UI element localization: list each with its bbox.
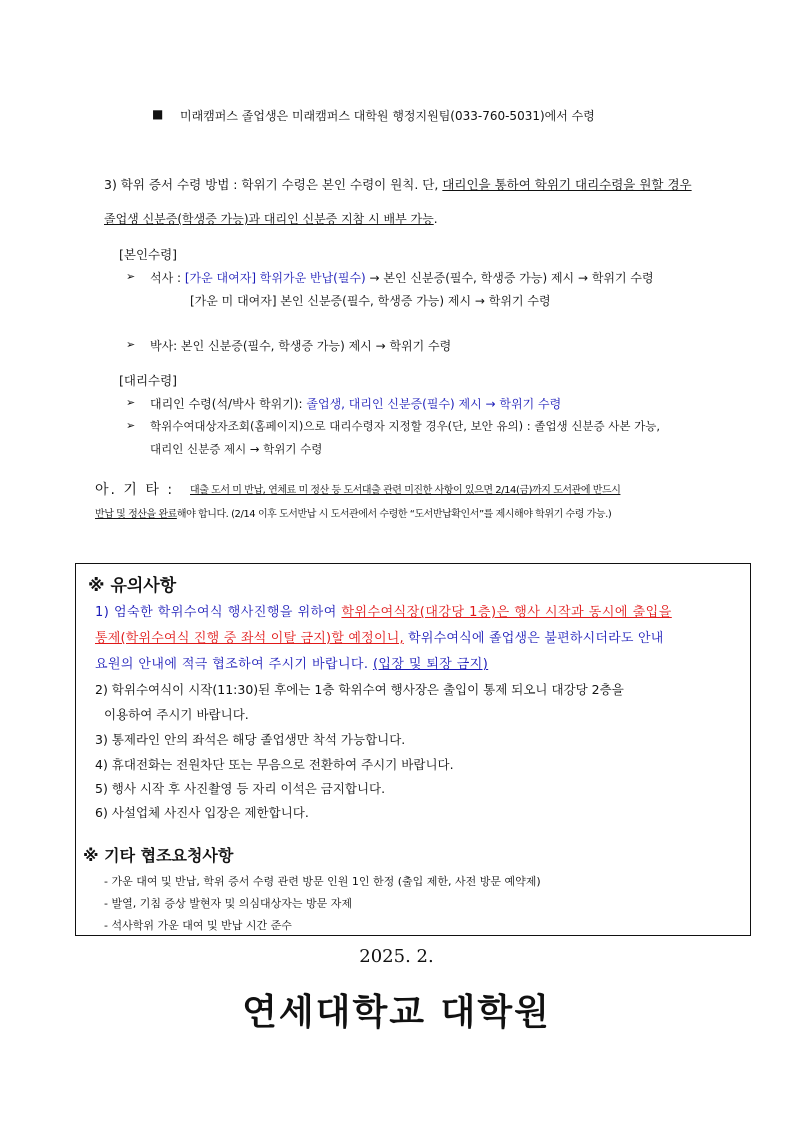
masters-rest: → 본인 신분증(필수, 학생증 가능) 제시 → 학위기 수령 [365,271,654,285]
notice-item1-red-b: 통제(학위수여식 진행 중 좌석 이탈 금지)할 예정이니, [95,631,404,646]
notice-item1-blue-c: 요원의 안내에 적극 협조하여 주시기 바랍니다. [95,657,373,672]
masters-line2: [가운 미 대여자] 본인 신분증(필수, 학생증 가능) 제시 → 학위기 수령 [190,294,551,308]
method-line1 [104,175,692,193]
masters-line1 [150,269,654,286]
other-line2 [95,505,611,520]
other-line1: 대출 도서 미 반납, 연체료 미 정산 등 도서대출 관련 미진한 사항이 있으면 2/14(금)까지 도서관에 반드시 [190,485,621,496]
arrow-bullet-icon: ➢ [126,396,136,409]
method-line2 [104,210,438,227]
notice-item3: 3) 통제라인 안의 좌석은 해당 졸업생만 착석 가능합니다. [95,732,406,747]
phd-line: 박사: 본인 신분증(필수, 학생증 가능) 제시 → 학위기 수령 [150,339,452,353]
cooperation-item-2: - 발열, 기침 증상 발현자 및 의심대상자는 방문 자제 [104,897,352,910]
notice-item1-line2 [95,627,664,646]
method-label: 3) 학위 증서 수령 방법 : 학위기 수령은 본인 수령이 원칙. 단, [104,177,443,192]
notice-item6: 6) 사설업체 사진사 입장은 제한합니다. [95,805,309,820]
proxy-item2-line2: 대리인 신분증 제시 → 학위기 수령 [150,442,323,456]
proxy-item1-prefix: 대리인 수령(석/박사 학위기): [150,397,307,411]
arrow-bullet-icon: ➢ [126,338,136,351]
top-bullet-mark: ■ [152,107,164,121]
masters-blue: [가운 대여자] 학위가운 반납(필수) [184,271,366,285]
notice-item5: 5) 행사 시작 후 사진촬영 등 자리 이석은 금지합니다. [95,781,386,796]
method-underlined: 대리인을 통하여 학위기 대리수령을 원할 경우 [442,177,692,192]
notice-item1-red-a: 학위수여식장(대강당 1층)은 행사 시작과 동시에 출입을 [341,605,672,620]
notice-item1-blue-a: 1) 엄숙한 학위수여식 행사진행을 위하여 [95,605,342,620]
proxy-receipt-heading: [대리수령] [119,373,178,388]
proxy-item1 [150,395,561,412]
proxy-item1-blue: 졸업생, 대리인 신분증(필수) 제시 → 학위기 수령 [306,397,562,411]
arrow-bullet-icon: ➢ [126,419,136,432]
notice-item1-line3 [95,653,488,672]
notice-title: ※ 유의사항 [88,576,177,596]
method-line2-underlined: 졸업생 신분증(학생증 가능)과 대리인 신분증 지참 시 배부 가능 [104,212,434,226]
other-line2-rest: 해야 합니다. (2/14 이후 도서반납 시 도서관에서 수령한 “도서반납확인서”를 제시해야 학위기 수령 가능.) [176,509,612,520]
method-line2-end: . [433,212,438,226]
masters-prefix: 석사 : [150,271,185,285]
proxy-item2-line1: 학위수여대상자조회(홈페이지)으로 대리수령자 지정할 경우(단, 보안 유의) : 졸업생 신분증 사본 가능, [150,419,661,433]
other-label: 아. 기 타 : [95,482,175,498]
top-bullet-text: 미래캠퍼스 졸업생은 미래캠퍼스 대학원 행정지원팀(033-760-5031)에서 수령 [180,109,595,123]
notice-item1-line1 [95,601,672,620]
arrow-bullet-icon: ➢ [126,270,136,283]
document-date: 2025. 2. [359,946,434,967]
cooperation-title: ※ 기타 협조요청사항 [83,846,234,865]
notice-item1-underlined: (입장 및 퇴장 금지) [372,657,489,672]
notice-item2-line1: 2) 학위수여식이 시작(11:30)된 후에는 1층 학위수여 행사장은 출입이 통제 되오니 대강당 2층을 [95,682,624,697]
self-receipt-heading: [본인수령] [119,247,178,262]
notice-item2-line2: 이용하여 주시기 바랍니다. [104,707,249,722]
other-line2-underlined: 반납 및 정산을 완료 [95,509,177,520]
notice-item4: 4) 휴대전화는 전원차단 또는 무음으로 전환하여 주시기 바랍니다. [95,757,454,772]
issuer-signature: 연세대학교 대학원 [242,992,551,1033]
cooperation-item-1: - 가운 대여 및 반납, 학위 증서 수령 관련 방문 인원 1인 한정 (출입 제한, 사전 방문 예약제) [104,875,541,888]
notice-item1-blue-b: 학위수여식에 졸업생은 불편하시더라도 안내 [403,631,664,646]
cooperation-item-3: - 석사학위 가운 대여 및 반납 시간 준수 [104,919,292,932]
